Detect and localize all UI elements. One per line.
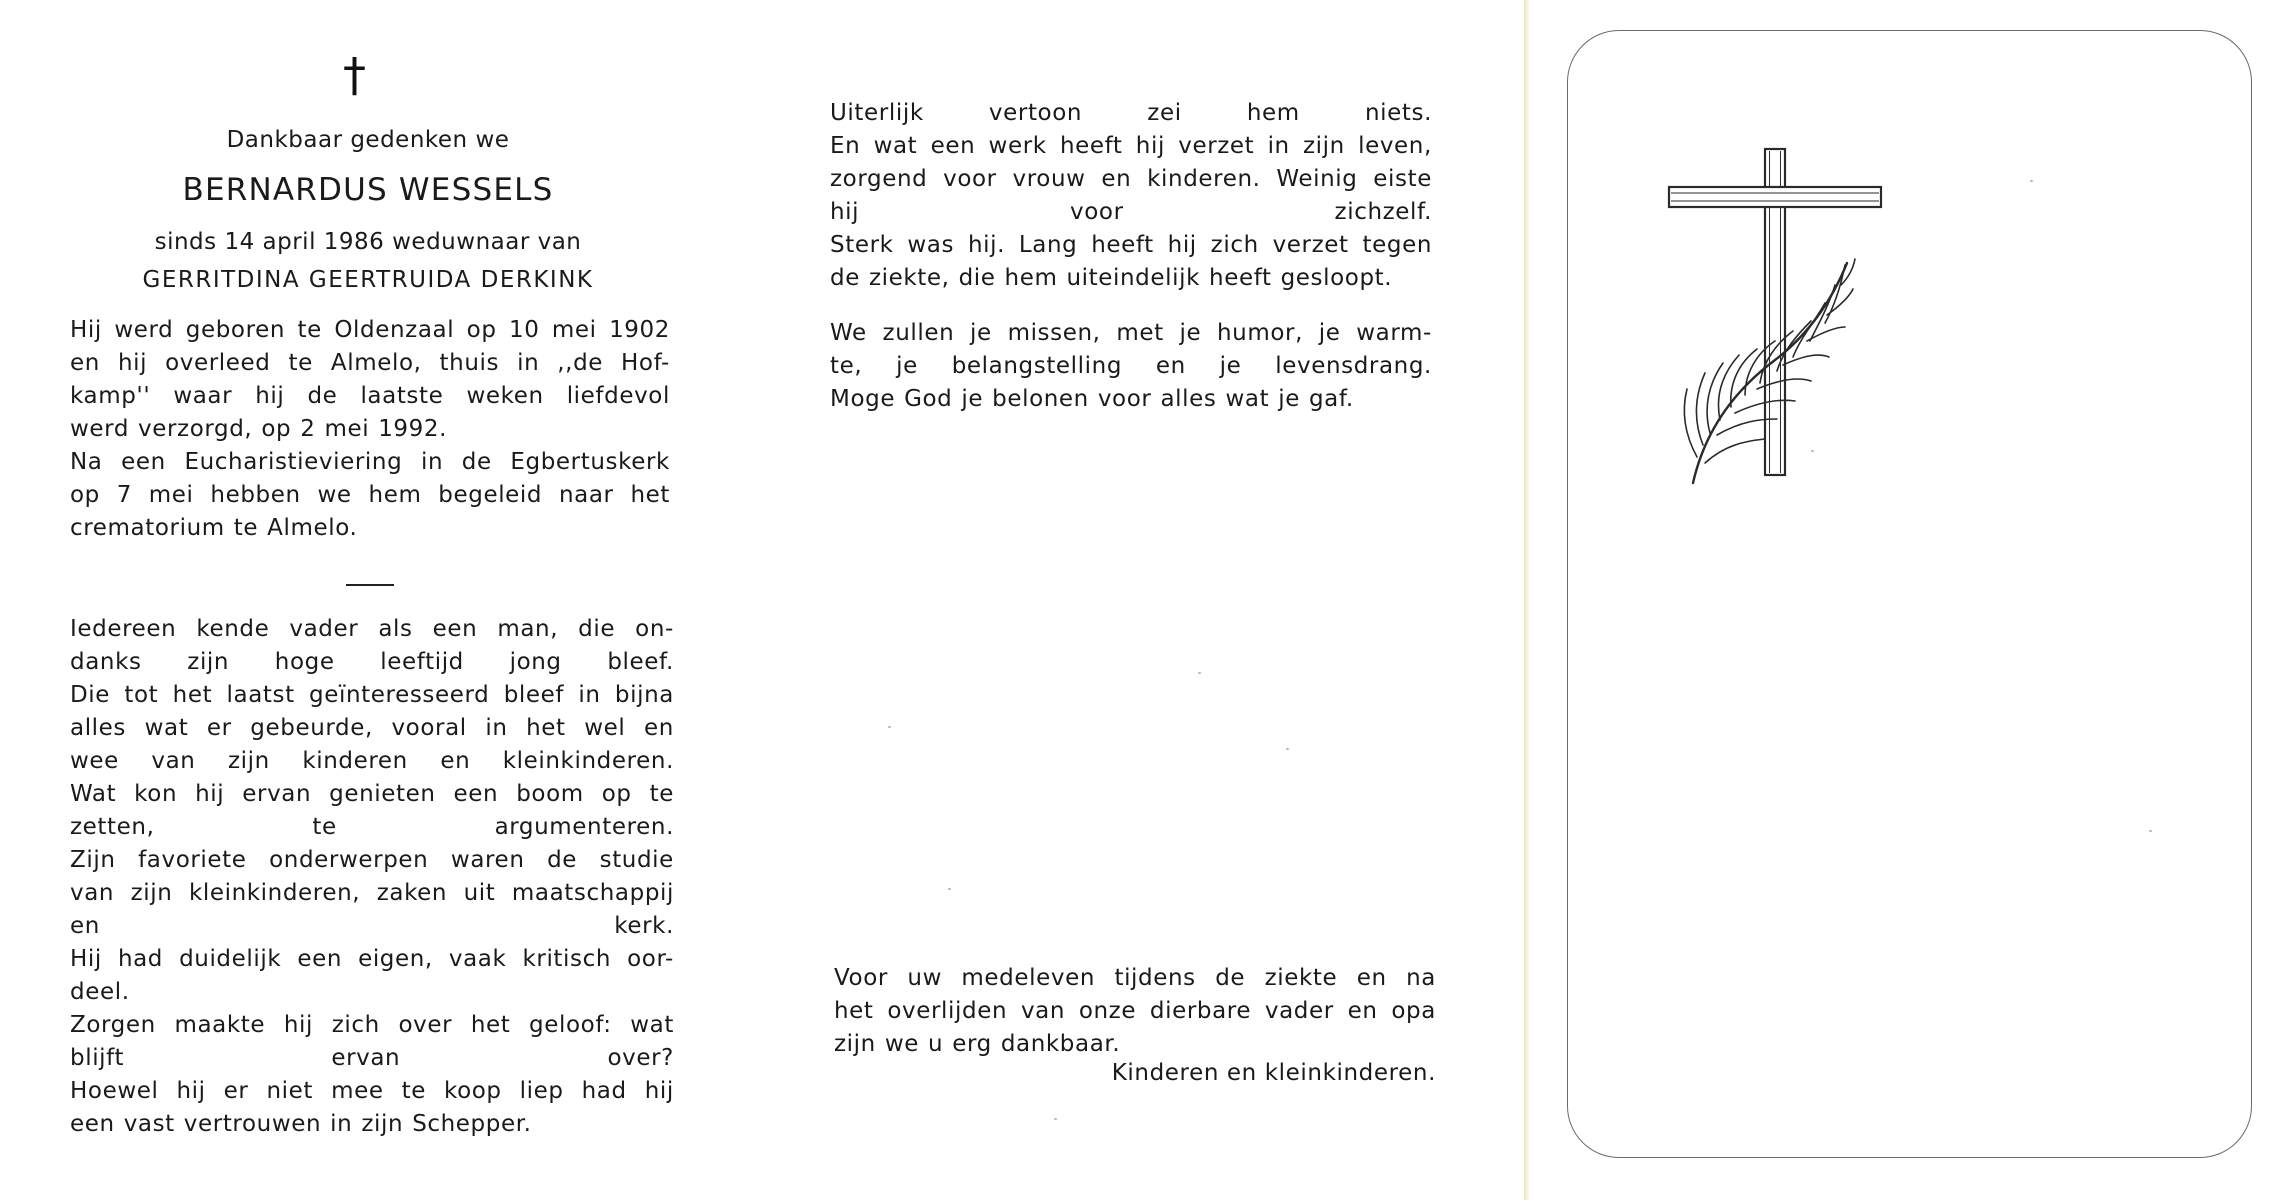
text-line: zorgend voor vrouw en kinderen. Weinig eiste xyxy=(830,166,1432,192)
text-line: de ziekte, die hem uiteindelijk heeft gesloopt. xyxy=(830,265,1393,291)
text-line: een vast vertrouwen in zijn Schepper. xyxy=(70,1111,532,1137)
cross-horizontal-beam xyxy=(1669,187,1881,207)
paper-speck xyxy=(1198,672,1201,674)
text-line: Moge God je belonen voor alles wat je gaf. xyxy=(830,386,1354,412)
text-line: Voor uw medeleven tijdens de ziekte en na xyxy=(834,965,1436,991)
thanks-paragraph xyxy=(834,962,1436,1061)
spouse-name: GERRITDINA GEERTRUIDA DERKINK xyxy=(142,267,594,293)
text-line: en kerk. xyxy=(70,913,674,939)
text-line: wee van zijn kinderen en kleinkinderen. xyxy=(70,748,674,774)
text-line: Uiterlijk vertoon zei hem niets. xyxy=(830,100,1432,126)
character-paragraph xyxy=(830,97,1432,295)
text-line: En wat een werk heeft hij verzet in zijn leven, xyxy=(830,133,1432,159)
paper-speck xyxy=(888,726,891,728)
text-line: Die tot het laatst geïnteresseerd bleef in bijna xyxy=(70,682,674,708)
text-line: danks zijn hoge leeftijd jong bleef. xyxy=(70,649,674,675)
biography-paragraph xyxy=(70,314,670,446)
memory-paragraph xyxy=(70,613,674,1141)
text-line: crematorium te Almelo. xyxy=(70,515,358,541)
text-line: Sterk was hij. Lang heeft hij zich verzet tegen xyxy=(830,232,1432,258)
text-line: Zorgen maakte hij zich over het geloof: wat xyxy=(70,1012,674,1038)
text-line: van zijn kleinkinderen, zaken uit maatschappij xyxy=(70,880,674,906)
text-line: hij voor zichzelf. xyxy=(830,199,1432,225)
left-page xyxy=(0,0,760,1200)
widower-line: sinds 14 april 1986 weduwnaar van xyxy=(154,229,582,255)
signature-line: Kinderen en kleinkinderen. xyxy=(1111,1060,1436,1086)
cross-icon: † xyxy=(343,48,366,102)
cross-with-palm-icon xyxy=(1665,145,1885,485)
deceased-name: BERNARDUS WESSELS xyxy=(182,172,554,208)
text-line: Na een Eucharistieviering in de Egbertuskerk xyxy=(70,449,670,475)
text-line: blijft ervan over? xyxy=(70,1045,674,1071)
farewell-paragraph xyxy=(830,317,1432,416)
paper-speck xyxy=(1286,748,1289,750)
text-line: werd verzorgd, op 2 mei 1992. xyxy=(70,416,448,442)
text-line: Hij werd geboren te Oldenzaal op 10 mei 1902 xyxy=(70,317,670,343)
paper-speck xyxy=(948,888,951,890)
text-line: kamp'' waar hij de laatste weken liefdevol xyxy=(70,383,670,409)
text-line: deel. xyxy=(70,979,130,1005)
section-divider xyxy=(346,584,394,586)
text-line: te, je belangstelling en je levensdrang. xyxy=(830,353,1432,379)
text-line: zetten, te argumenteren. xyxy=(70,814,674,840)
text-line: Hij had duidelijk een eigen, vaak kritisch oor- xyxy=(70,946,674,972)
funeral-paragraph xyxy=(70,446,670,545)
text-line: op 7 mei hebben we hem begeleid naar het xyxy=(70,482,670,508)
text-line: Hoewel hij er niet mee te koop liep had hij xyxy=(70,1078,674,1104)
paper-speck xyxy=(1054,1118,1057,1120)
text-line: het overlijden van onze dierbare vader en opa xyxy=(834,998,1436,1024)
text-line: Iedereen kende vader als een man, die on- xyxy=(70,616,674,642)
intro-line: Dankbaar gedenken we xyxy=(226,127,510,153)
text-line: We zullen je missen, met je humor, je warm- xyxy=(830,320,1432,346)
text-line: Wat kon hij ervan genieten een boom op te xyxy=(70,781,674,807)
text-line: Zijn favoriete onderwerpen waren de studie xyxy=(70,847,674,873)
text-line: zijn we u erg dankbaar. xyxy=(834,1031,1121,1057)
text-line: en hij overleed te Almelo, thuis in ,,de Hof- xyxy=(70,350,670,376)
text-line: alles wat er gebeurde, vooral in het wel en xyxy=(70,715,674,741)
